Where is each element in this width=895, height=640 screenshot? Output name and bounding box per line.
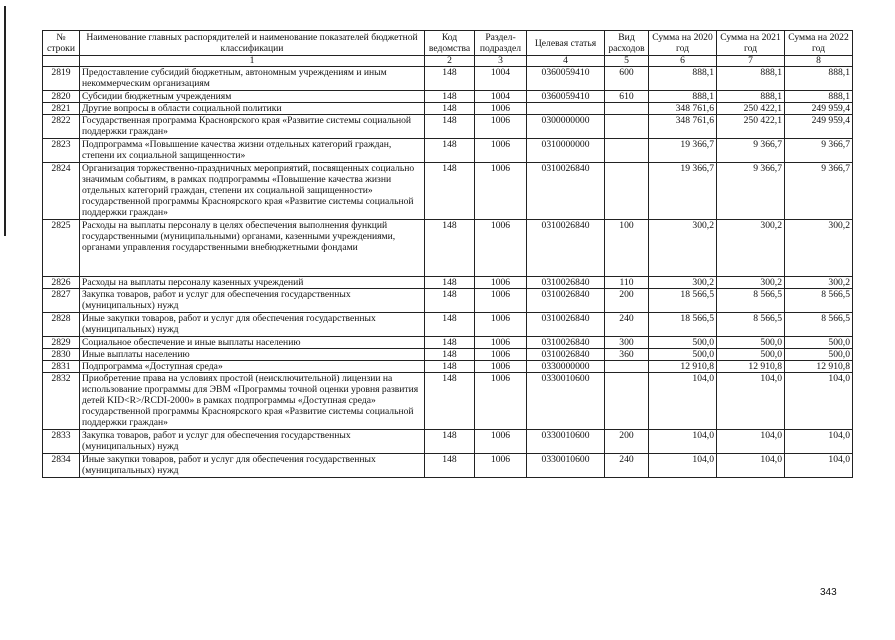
row-number: 2821 — [43, 103, 80, 115]
row-number: 2825 — [43, 220, 80, 277]
row-name: Организация торжественно-праздничных мероприятий, посвященных социально значимым событиям, в рамках подпрограммы «Повышение качества жизни отдельных категорий граждан, степени их социальной защищенности» государственной программы Красноярского края «Развитие системы социальной поддержки граждан» — [80, 163, 425, 220]
row-code: 148 — [425, 67, 475, 91]
row-name: Закупка товаров, работ и услуг для обеспечения государственных (муниципальных) нужд — [80, 430, 425, 454]
row-sum-2022: 104,0 — [785, 454, 853, 478]
table-row — [43, 103, 853, 115]
row-sum-2022: 888,1 — [785, 91, 853, 103]
row-code: 148 — [425, 337, 475, 349]
column-number: 1 — [80, 56, 425, 67]
row-sum-2020: 12 910,8 — [649, 361, 717, 373]
row-sum-2020: 348 761,6 — [649, 103, 717, 115]
row-sum-2020: 19 366,7 — [649, 139, 717, 163]
row-number: 2820 — [43, 91, 80, 103]
column-number: 7 — [717, 56, 785, 67]
row-section: 1006 — [475, 454, 527, 478]
row-sum-2020: 300,2 — [649, 220, 717, 277]
header-cell-article: Целевая статья — [527, 31, 605, 56]
row-expense-type — [605, 103, 649, 115]
header-cell-section: Раздел-подраздел — [475, 31, 527, 56]
row-number: 2830 — [43, 349, 80, 361]
row-sum-2020: 500,0 — [649, 337, 717, 349]
row-code: 148 — [425, 454, 475, 478]
row-sum-2022: 8 566,5 — [785, 313, 853, 337]
row-code: 148 — [425, 373, 475, 430]
column-number: 6 — [649, 56, 717, 67]
table-row — [43, 139, 853, 163]
column-number: 2 — [425, 56, 475, 67]
column-number: 4 — [527, 56, 605, 67]
row-name: Подпрограмма «Доступная среда» — [80, 361, 425, 373]
row-sum-2021: 9 366,7 — [717, 163, 785, 220]
table-row — [43, 430, 853, 454]
row-sum-2021: 500,0 — [717, 349, 785, 361]
row-sum-2022: 9 366,7 — [785, 139, 853, 163]
row-number: 2834 — [43, 454, 80, 478]
row-sum-2021: 104,0 — [717, 373, 785, 430]
row-sum-2021: 8 566,5 — [717, 313, 785, 337]
row-name: Предоставление субсидий бюджетным, автономным учреждениям и иным некоммерческим организациям — [80, 67, 425, 91]
row-section: 1006 — [475, 349, 527, 361]
row-sum-2020: 104,0 — [649, 373, 717, 430]
row-expense-type — [605, 115, 649, 139]
row-name: Подпрограмма «Повышение качества жизни отдельных категорий граждан, степени их социальной защищенности» — [80, 139, 425, 163]
row-section: 1006 — [475, 289, 527, 313]
table-row — [43, 361, 853, 373]
row-article: 0310026840 — [527, 220, 605, 277]
budget-table — [42, 30, 853, 478]
row-section: 1006 — [475, 103, 527, 115]
row-article: 0330010600 — [527, 430, 605, 454]
row-code: 148 — [425, 313, 475, 337]
row-number: 2822 — [43, 115, 80, 139]
column-number: 8 — [785, 56, 853, 67]
row-name: Субсидии бюджетным учреждениям — [80, 91, 425, 103]
column-number: 5 — [605, 56, 649, 67]
table-row — [43, 313, 853, 337]
row-name: Расходы на выплаты персоналу казенных учреждений — [80, 277, 425, 289]
row-section: 1006 — [475, 139, 527, 163]
table-row — [43, 115, 853, 139]
row-sum-2022: 104,0 — [785, 373, 853, 430]
column-number — [43, 56, 80, 67]
row-code: 148 — [425, 139, 475, 163]
row-sum-2022: 249 959,4 — [785, 103, 853, 115]
row-section: 1006 — [475, 163, 527, 220]
row-sum-2021: 104,0 — [717, 430, 785, 454]
table-row — [43, 289, 853, 313]
row-section: 1006 — [475, 313, 527, 337]
row-name: Закупка товаров, работ и услуг для обеспечения государственных (муниципальных) нужд — [80, 289, 425, 313]
row-article: 0330010600 — [527, 454, 605, 478]
row-name: Другие вопросы в области социальной политики — [80, 103, 425, 115]
header-row — [43, 31, 853, 56]
row-section: 1006 — [475, 277, 527, 289]
row-sum-2021: 12 910,8 — [717, 361, 785, 373]
row-sum-2020: 348 761,6 — [649, 115, 717, 139]
row-number: 2819 — [43, 67, 80, 91]
row-number: 2824 — [43, 163, 80, 220]
row-article — [527, 103, 605, 115]
row-sum-2021: 300,2 — [717, 277, 785, 289]
row-sum-2021: 8 566,5 — [717, 289, 785, 313]
row-expense-type: 610 — [605, 91, 649, 103]
row-article: 0360059410 — [527, 67, 605, 91]
row-sum-2022: 500,0 — [785, 337, 853, 349]
row-sum-2022: 300,2 — [785, 220, 853, 277]
row-sum-2022: 104,0 — [785, 430, 853, 454]
row-number: 2831 — [43, 361, 80, 373]
row-code: 148 — [425, 103, 475, 115]
header-cell-sum-2022: Сумма на 2022 год — [785, 31, 853, 56]
table-body — [43, 67, 853, 478]
row-section: 1006 — [475, 430, 527, 454]
row-expense-type — [605, 139, 649, 163]
table-row — [43, 220, 853, 277]
page-number: 343 — [820, 587, 837, 598]
column-number-row — [43, 56, 853, 67]
row-expense-type: 110 — [605, 277, 649, 289]
table-row — [43, 349, 853, 361]
row-article: 0310026840 — [527, 337, 605, 349]
row-section: 1004 — [475, 67, 527, 91]
row-expense-type: 100 — [605, 220, 649, 277]
row-sum-2020: 300,2 — [649, 277, 717, 289]
row-sum-2021: 250 422,1 — [717, 115, 785, 139]
row-expense-type: 600 — [605, 67, 649, 91]
row-number: 2832 — [43, 373, 80, 430]
header-cell-name: Наименование главных распорядителей и наименование показателей бюджетной классификации — [80, 31, 425, 56]
row-code: 148 — [425, 349, 475, 361]
row-sum-2020: 500,0 — [649, 349, 717, 361]
header-cell-expense-type: Вид расходов — [605, 31, 649, 56]
row-sum-2022: 249 959,4 — [785, 115, 853, 139]
table-row — [43, 91, 853, 103]
row-section: 1006 — [475, 373, 527, 430]
table-row — [43, 373, 853, 430]
row-sum-2020: 104,0 — [649, 430, 717, 454]
row-sum-2020: 18 566,5 — [649, 289, 717, 313]
row-expense-type: 200 — [605, 430, 649, 454]
table-row — [43, 67, 853, 91]
row-code: 148 — [425, 430, 475, 454]
row-name: Иные закупки товаров, работ и услуг для обеспечения государственных (муниципальных) нужд — [80, 313, 425, 337]
row-sum-2022: 500,0 — [785, 349, 853, 361]
row-sum-2022: 8 566,5 — [785, 289, 853, 313]
margin-line — [4, 6, 6, 236]
row-sum-2022: 9 366,7 — [785, 163, 853, 220]
row-number: 2829 — [43, 337, 80, 349]
row-sum-2021: 250 422,1 — [717, 103, 785, 115]
row-article: 0310026840 — [527, 349, 605, 361]
table-row — [43, 163, 853, 220]
row-sum-2020: 104,0 — [649, 454, 717, 478]
row-sum-2021: 888,1 — [717, 91, 785, 103]
row-expense-type — [605, 361, 649, 373]
row-article: 0310026840 — [527, 277, 605, 289]
header-cell-sum-2020: Сумма на 2020 год — [649, 31, 717, 56]
row-number: 2828 — [43, 313, 80, 337]
row-expense-type: 240 — [605, 454, 649, 478]
table-row — [43, 454, 853, 478]
row-sum-2021: 104,0 — [717, 454, 785, 478]
row-expense-type: 300 — [605, 337, 649, 349]
row-name: Государственная программа Красноярского края «Развитие системы социальной поддержки граждан» — [80, 115, 425, 139]
row-name: Иные выплаты населению — [80, 349, 425, 361]
header-cell-row-number: № строки — [43, 31, 80, 56]
row-code: 148 — [425, 163, 475, 220]
row-number: 2823 — [43, 139, 80, 163]
row-sum-2022: 888,1 — [785, 67, 853, 91]
table-row — [43, 337, 853, 349]
row-name: Социальное обеспечение и иные выплаты населению — [80, 337, 425, 349]
row-expense-type: 200 — [605, 289, 649, 313]
row-sum-2020: 18 566,5 — [649, 313, 717, 337]
row-expense-type — [605, 163, 649, 220]
row-sum-2022: 300,2 — [785, 277, 853, 289]
row-section: 1004 — [475, 91, 527, 103]
row-number: 2827 — [43, 289, 80, 313]
row-sum-2021: 300,2 — [717, 220, 785, 277]
row-sum-2020: 888,1 — [649, 91, 717, 103]
row-expense-type — [605, 373, 649, 430]
row-sum-2020: 19 366,7 — [649, 163, 717, 220]
row-sum-2021: 888,1 — [717, 67, 785, 91]
row-code: 148 — [425, 361, 475, 373]
row-section: 1006 — [475, 220, 527, 277]
row-number: 2833 — [43, 430, 80, 454]
row-sum-2021: 500,0 — [717, 337, 785, 349]
row-sum-2022: 12 910,8 — [785, 361, 853, 373]
row-article: 0310026840 — [527, 163, 605, 220]
row-code: 148 — [425, 115, 475, 139]
row-article: 0330000000 — [527, 361, 605, 373]
row-article: 0330010600 — [527, 373, 605, 430]
row-sum-2021: 9 366,7 — [717, 139, 785, 163]
row-sum-2020: 888,1 — [649, 67, 717, 91]
row-code: 148 — [425, 289, 475, 313]
table-row — [43, 277, 853, 289]
row-expense-type: 240 — [605, 313, 649, 337]
column-number: 3 — [475, 56, 527, 67]
row-article: 0360059410 — [527, 91, 605, 103]
header-cell-code: Код ведомства — [425, 31, 475, 56]
row-code: 148 — [425, 91, 475, 103]
row-name: Расходы на выплаты персоналу в целях обеспечения выполнения функций государственными (муниципальными) органами, казенными учреждениями, органами управления государственными внебюджетными фондами — [80, 220, 425, 277]
row-name: Иные закупки товаров, работ и услуг для обеспечения государственных (муниципальных) нужд — [80, 454, 425, 478]
row-code: 148 — [425, 277, 475, 289]
row-name: Приобретение права на условиях простой (неисключительной) лицензии на использование программы для ЭВМ «Программы точной оценки уровня развития детей KID<R>/RCDI-2000» в рамках подпрограммы «Доступная среда» государственной программы Красноярского края «Развитие системы социальной поддержки граждан» — [80, 373, 425, 430]
row-number: 2826 — [43, 277, 80, 289]
row-code: 148 — [425, 220, 475, 277]
row-section: 1006 — [475, 361, 527, 373]
row-expense-type: 360 — [605, 349, 649, 361]
row-section: 1006 — [475, 337, 527, 349]
row-article: 0300000000 — [527, 115, 605, 139]
row-section: 1006 — [475, 115, 527, 139]
row-article: 0310000000 — [527, 139, 605, 163]
header-cell-sum-2021: Сумма на 2021 год — [717, 31, 785, 56]
row-article: 0310026840 — [527, 289, 605, 313]
row-article: 0310026840 — [527, 313, 605, 337]
